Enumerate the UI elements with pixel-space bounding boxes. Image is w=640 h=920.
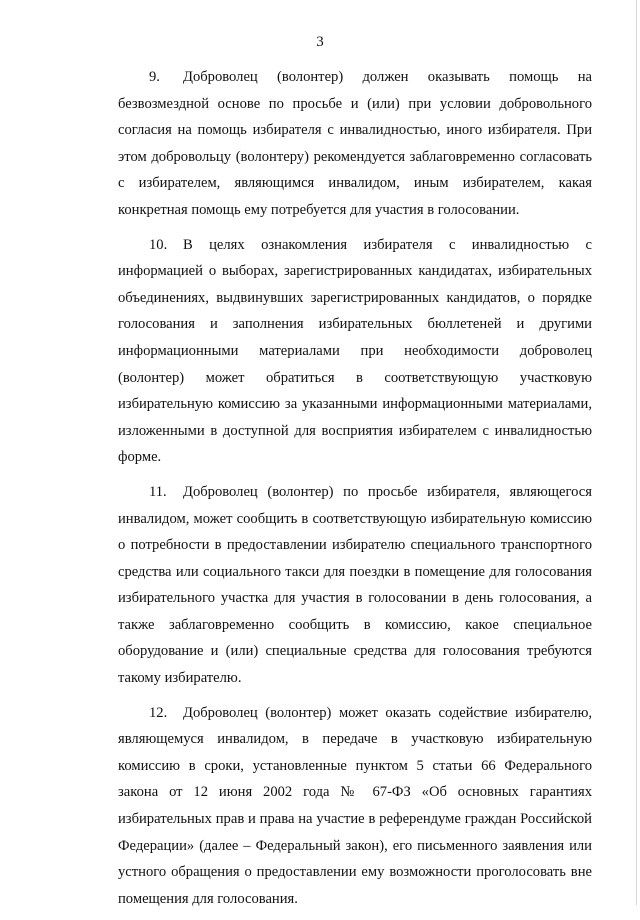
paragraph-text: Доброволец (волонтер) по просьбе избирателя, являющегося инвалидом, может сообщить в соответствующую избирательную комиссию о потребности в предоставлении избирателю специального транспортного средства или социального такси для поездки в помещение для голосования избирательного участка для участия в голосовании в день голосования, а также заблаговременно сообщить в комиссию, какое специальное оборудование и (или) специальные средства для голосования требуются такому избирателю. bbox=[118, 483, 592, 687]
paragraph-text: Доброволец (волонтер) должен оказывать помощь на безвозмездной основе по просьбе и (или) при условии добровольного согласия на помощь избирателя с инвалидностью, иного избирателя. При этом добровольцу (волонтеру) рекомендуется заблаговременно согласовать с избирателем, являющимся инвалидом, иным избирателем, какая конкретная помощь ему потребуется для участия в голосовании. bbox=[118, 69, 592, 218]
scan-edge-line bbox=[636, 0, 637, 905]
paragraph-text: В целях ознакомления избирателя с инвалидностью с информацией о выборах, зарегистрированных кандидатах, избирательных объединениях, выдвинувших зарегистрированных кандидатов, о порядке голосования и заполнения избирательных бюллетеней и другими информационными материалами при необходимости доброволец (волонтер) может обратиться в соответствующую участковую избирательную комиссию за указанными информационными материалами, изложенными в доступной для восприятия избирателем с инвалидностью форме. bbox=[118, 236, 592, 466]
page-number: 3 bbox=[316, 34, 324, 50]
paragraph-number: 10. bbox=[149, 236, 168, 253]
paragraph-11 bbox=[118, 479, 592, 692]
paragraph-number: 9. bbox=[149, 69, 160, 85]
paragraph-number: 12. bbox=[149, 704, 168, 721]
paragraph-text: Доброволец (волонтер) может оказать содействие избирателю, являющемуся инвалидом, в передаче в участковую избирательную комиссию в сроки, установленные пунктом 5 статьи 66 Федерального закона от 12 июня 2002 года № 67-ФЗ «Об основных гарантиях избирательных прав и права на участие в референдуме граждан Российской Федерации» (далее – Федеральный закон), его письменного заявления или устного обращения о предоставлении ему возможности проголосовать вне помещения для голосования. bbox=[118, 704, 592, 907]
paragraph-12 bbox=[118, 700, 592, 913]
paragraph-number: 11. bbox=[149, 483, 167, 500]
document-body bbox=[118, 64, 592, 920]
paragraph-10 bbox=[118, 232, 592, 471]
paragraph-9 bbox=[118, 64, 592, 224]
